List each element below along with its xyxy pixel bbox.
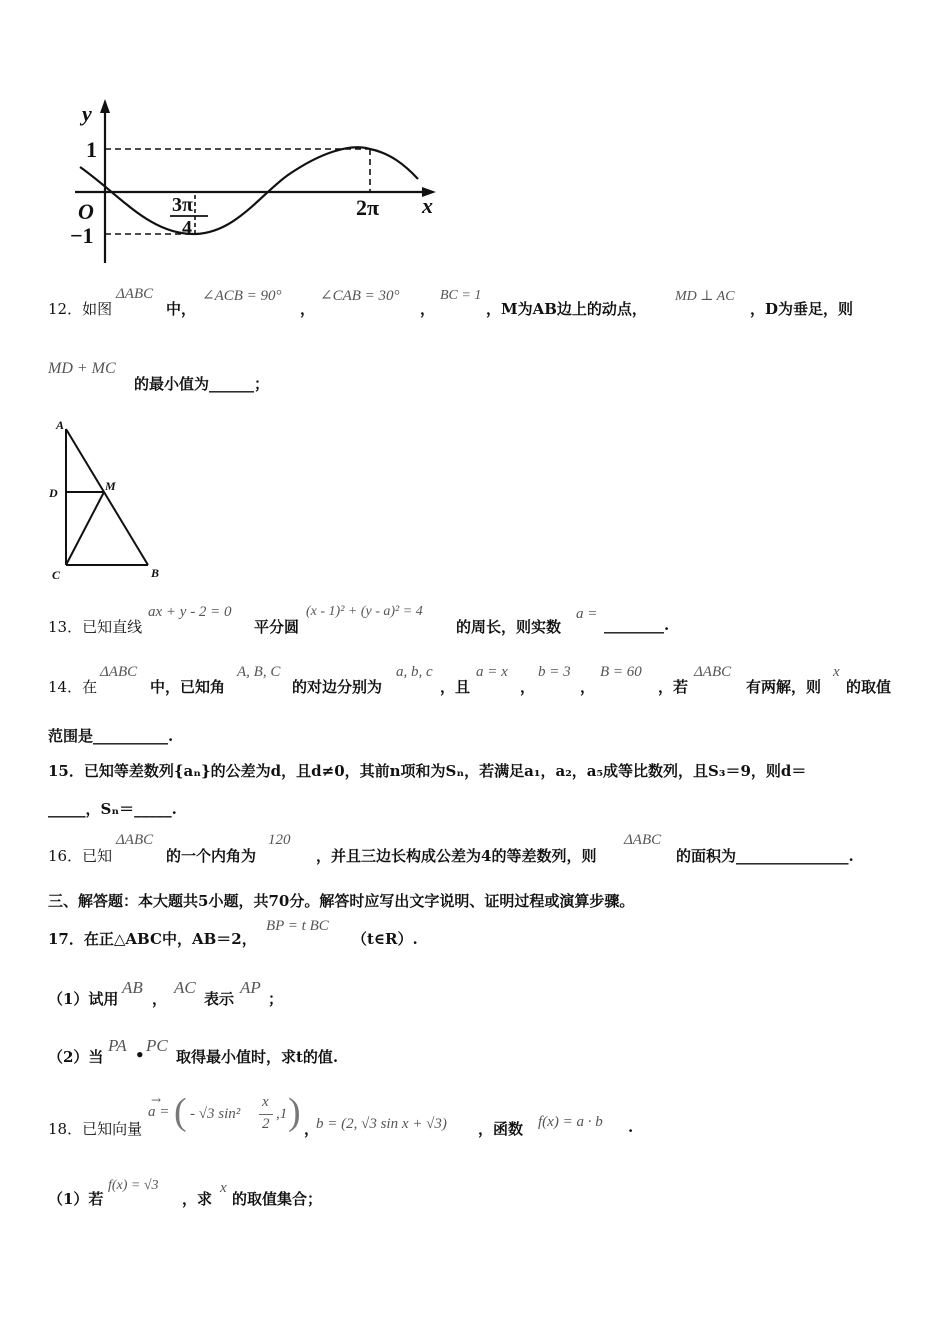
q16-math-triangle: ΔABC	[116, 832, 154, 848]
q12-text-5: ，D为垂足，则	[750, 300, 854, 318]
segment-mc	[66, 492, 104, 565]
q17-part1-text-1: ，	[152, 990, 168, 1008]
x-tick-3pi4-denominator: 4	[182, 217, 192, 239]
vertex-b-label: B	[151, 566, 160, 580]
q18-math-fx-eq: f(x) = √3	[108, 1178, 159, 1193]
q17-math-ac: AC	[174, 978, 196, 997]
q16-math-120: 120	[268, 832, 291, 848]
q18-math-frac-num: x	[262, 1094, 269, 1110]
x-tick-3pi4-numerator: 3π	[172, 194, 193, 216]
q18-math-x: x	[220, 1180, 227, 1196]
section-3-heading: 三、解答题：本大题共5小题，共70分。解答时应写出文字说明、证明过程或演算步骤。	[48, 892, 635, 910]
q12-text-2: ，	[300, 300, 316, 318]
q17-part2-text-1: 取得最小值时，求t的值.	[176, 1048, 339, 1066]
y-tick-1: 1	[86, 137, 97, 162]
vertex-a-label: A	[56, 418, 65, 432]
q18-number: 18．已知向量	[48, 1120, 143, 1138]
q12-text-4: ，M为AB边上的动点，	[486, 300, 647, 318]
q14-line2: 范围是__________.	[48, 727, 174, 745]
q17-part1-text-3: ；	[268, 990, 284, 1008]
q15-line1: 15．已知等差数列{aₙ}的公差为d，且d≠0，其前n项和为Sₙ，若满足a₁，a₂，a₅成等比数列，且S₃＝9，则d＝	[48, 762, 807, 780]
q17-dot: •	[135, 1046, 145, 1064]
q16-text-2: ，并且三边长构成公差为4的等差数列，则	[316, 847, 597, 865]
q17-math-bp: BP = t BC	[266, 918, 329, 934]
q17-number: 17．在正△ABC中，AB＝2，	[48, 930, 257, 948]
q14-text-3: ，且	[440, 678, 471, 696]
vertex-d-label: D	[49, 486, 58, 500]
sine-curve	[80, 147, 418, 234]
q18-math-comma-one: ,1	[276, 1106, 288, 1122]
x-axis-label: x	[422, 193, 433, 218]
right-bracket: )	[288, 1091, 301, 1133]
q17-part1-label: （1）试用	[48, 990, 119, 1008]
vertex-c-label: C	[52, 568, 61, 582]
q13-math-a: a =	[576, 606, 598, 622]
q16-math-triangle-2: ΔABC	[624, 832, 662, 848]
q12-math-angle-acb: ∠ACB = 90°	[202, 288, 282, 304]
sine-graph	[60, 95, 450, 270]
q14-number: 14．在	[48, 678, 98, 696]
q18-math-a-eq: a =	[148, 1104, 170, 1120]
q12-math-angle-cab: ∠CAB = 30°	[320, 288, 400, 304]
q15-line2: _____，Sₙ＝_____.	[48, 800, 177, 818]
q14-math-b-eq-3: b = 3	[538, 664, 571, 680]
q14-math-sides: a, b, c	[396, 664, 433, 680]
q18-part1-label: （1）若	[48, 1190, 104, 1208]
q16-text-3: 的面积为_______________.	[676, 847, 854, 865]
left-bracket: (	[174, 1091, 187, 1133]
q14-text-5: ，	[580, 678, 596, 696]
q12-number: 12．如图	[48, 300, 113, 318]
triangle-figure	[44, 415, 174, 585]
q18-text-3: .	[628, 1118, 634, 1136]
q13-number: 13．已知直线	[48, 618, 143, 636]
q14-math-a-eq-x: a = x	[476, 664, 508, 680]
q18-math-f: f(x) = a · b	[538, 1114, 603, 1130]
q17-part1-text-2: 表示	[204, 990, 235, 1008]
y-axis-arrow	[100, 99, 110, 113]
q14-text-6: ，若	[658, 678, 689, 696]
q18-math-frac-den: 2	[262, 1116, 270, 1132]
q18-part1-text-2: 的取值集合；	[232, 1190, 323, 1208]
origin-label: O	[78, 199, 94, 224]
q12-math-triangle: ΔABC	[116, 286, 154, 302]
q18-part1-text-1: ，求	[182, 1190, 213, 1208]
q17-math-ab: AB	[122, 978, 143, 997]
q13-text-2: 的周长，则实数	[456, 618, 562, 636]
y-axis-label: y	[82, 101, 92, 126]
y-tick-neg1: −1	[70, 223, 94, 248]
q17-part2-label: （2）当	[48, 1048, 104, 1066]
q14-text-4: ，	[520, 678, 536, 696]
x-tick-2pi: 2π	[356, 195, 380, 220]
q13-text-1: 平分圆	[254, 618, 300, 636]
q14-text-8: 的取值	[846, 678, 892, 696]
q18-text-2: ，函数	[478, 1120, 524, 1138]
fraction-bar	[259, 1114, 273, 1115]
q14-math-B-eq-60: B = 60	[600, 664, 642, 680]
q12-math-perp: MD ⊥ AC	[675, 289, 735, 304]
q14-math-triangle: ΔABC	[100, 664, 138, 680]
q17-text-1: （t∈R）.	[352, 930, 418, 948]
q17-math-ap: AP	[240, 978, 261, 997]
vector-arrow-icon: →	[151, 1093, 162, 1107]
q17-math-pc: PC	[146, 1036, 168, 1055]
q13-math-circle: (x - 1)² + (y - a)² = 4	[306, 604, 423, 619]
q16-text-1: 的一个内角为	[166, 847, 257, 865]
vertex-m-label: M	[105, 479, 116, 493]
q14-text-7: 有两解，则	[746, 678, 822, 696]
q12-text-3: ，	[420, 300, 436, 318]
q13-text-3: ________.	[604, 616, 670, 634]
q18-math-b: b = (2, √3 sin x + √3)	[316, 1116, 447, 1132]
q12-text-1: 中，	[166, 300, 197, 318]
q17-math-pa: PA	[108, 1036, 127, 1055]
q14-math-triangle-2: ΔABC	[694, 664, 732, 680]
q16-number: 16．已知	[48, 847, 113, 865]
q18-math-sin: - √3 sin²	[190, 1106, 241, 1122]
side-ab	[66, 429, 148, 565]
q12-math-sum: MD + MC	[48, 360, 116, 377]
q18-text-1: ，	[304, 1120, 320, 1138]
q14-text-2: 的对边分别为	[292, 678, 383, 696]
q14-text-1: 中，已知角	[150, 678, 226, 696]
q14-math-x: x	[833, 664, 840, 680]
q13-math-line: ax + y - 2 = 0	[148, 604, 232, 620]
q12-math-bc: BC = 1	[440, 288, 482, 303]
q12-text-6: 的最小值为______；	[134, 375, 270, 393]
q14-math-angles: A, B, C	[237, 664, 281, 680]
